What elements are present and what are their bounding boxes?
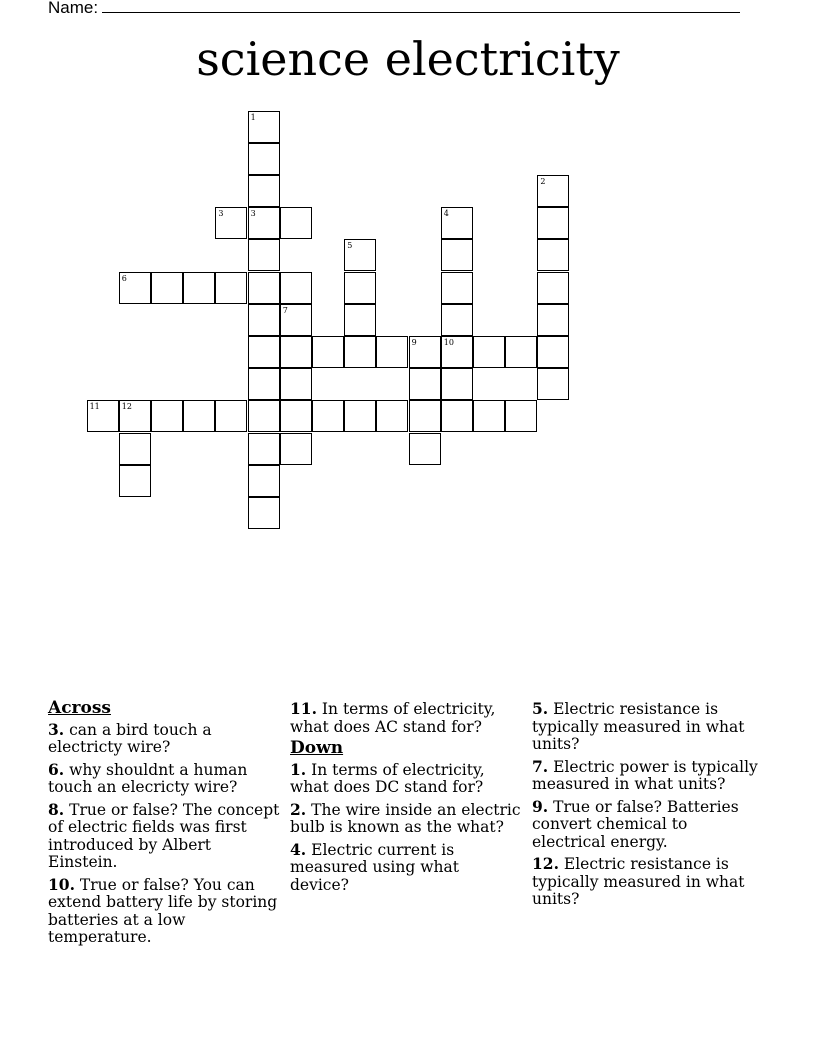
crossword-cell[interactable] bbox=[280, 304, 312, 336]
crossword-cell[interactable] bbox=[183, 272, 215, 304]
cell-clue-number: 3 bbox=[218, 209, 224, 219]
crossword-cell[interactable] bbox=[248, 497, 280, 529]
cell-clue-number: 7 bbox=[282, 305, 288, 315]
crossword-cell[interactable] bbox=[280, 207, 312, 239]
crossword-cell[interactable] bbox=[248, 175, 280, 207]
crossword-cell[interactable] bbox=[215, 400, 247, 432]
crossword-cell[interactable] bbox=[537, 304, 569, 336]
crossword-cell[interactable] bbox=[248, 239, 280, 271]
crossword-cell[interactable] bbox=[87, 400, 119, 432]
clue-text: Electric current is measured using what device? bbox=[290, 840, 459, 894]
clues-column-1 bbox=[48, 700, 280, 951]
clue-number: 9. bbox=[532, 796, 549, 816]
cell-clue-number: 10 bbox=[443, 338, 454, 347]
crossword-cell[interactable] bbox=[473, 336, 505, 368]
crossword-cell[interactable] bbox=[280, 368, 312, 400]
clue-number: 2. bbox=[290, 799, 307, 819]
crossword-cell[interactable] bbox=[215, 207, 247, 239]
crossword-cell[interactable] bbox=[280, 272, 312, 304]
clue-text: Electric resistance is typically measured in what units? bbox=[532, 855, 745, 908]
clue-text: True or false? You can extend battery life by storing batteries at a low temperature. bbox=[48, 875, 278, 946]
cell-clue-number: 11 bbox=[89, 402, 100, 412]
crossword-cell[interactable] bbox=[248, 336, 280, 368]
crossword-cell[interactable] bbox=[441, 400, 473, 432]
crossword-cell[interactable] bbox=[344, 336, 376, 368]
clue-text: Electric resistance is typically measured in what units? bbox=[532, 700, 745, 753]
crossword-cell[interactable] bbox=[441, 368, 473, 400]
clue-down-9 bbox=[532, 798, 764, 852]
crossword-cell[interactable] bbox=[248, 368, 280, 400]
clue-text: Electric power is typically measured in what units? bbox=[532, 757, 758, 793]
clue-down-4 bbox=[290, 841, 522, 895]
crossword-cell[interactable] bbox=[248, 207, 280, 239]
crossword-cell[interactable] bbox=[505, 336, 537, 368]
cell-clue-number: 5 bbox=[347, 241, 353, 251]
crossword-cell[interactable] bbox=[376, 400, 408, 432]
crossword-cell[interactable] bbox=[537, 175, 569, 207]
clue-text: True or false? Batteries convert chemical to electrical energy. bbox=[532, 797, 739, 851]
clue-text: In terms of electricity, what does AC stand for? bbox=[290, 700, 496, 736]
crossword-cell[interactable] bbox=[215, 272, 247, 304]
crossword-cell[interactable] bbox=[344, 400, 376, 432]
puzzle-title: science electricity bbox=[196, 32, 620, 86]
crossword-cell[interactable] bbox=[248, 304, 280, 336]
crossword-cell[interactable] bbox=[441, 304, 473, 336]
crossword-cell[interactable] bbox=[537, 239, 569, 271]
crossword-cell[interactable] bbox=[119, 465, 151, 497]
crossword-cell[interactable] bbox=[248, 400, 280, 432]
cell-clue-number: 12 bbox=[121, 402, 132, 412]
crossword-cell[interactable] bbox=[344, 239, 376, 271]
clue-number: 12. bbox=[532, 854, 559, 873]
crossword-cell[interactable] bbox=[280, 336, 312, 368]
crossword-cell[interactable] bbox=[473, 400, 505, 432]
crossword-cell[interactable] bbox=[409, 433, 441, 465]
cell-clue-number: 2 bbox=[540, 177, 546, 186]
crossword-cell[interactable] bbox=[441, 239, 473, 271]
crossword-cell[interactable] bbox=[183, 400, 215, 432]
crossword-cell[interactable] bbox=[441, 336, 473, 368]
crossword-cell[interactable] bbox=[537, 368, 569, 400]
cell-clue-number: 9 bbox=[411, 338, 417, 347]
crossword-cell[interactable] bbox=[248, 433, 280, 465]
crossword-cell[interactable] bbox=[248, 111, 280, 143]
crossword-cell[interactable] bbox=[409, 336, 441, 368]
clues-column-2 bbox=[290, 700, 522, 898]
clue-down-1 bbox=[290, 761, 522, 797]
crossword-cell[interactable] bbox=[280, 400, 312, 432]
clue-text: can a bird touch a electricty wire? bbox=[48, 720, 212, 756]
crossword-cell[interactable] bbox=[151, 272, 183, 304]
crossword-cell[interactable] bbox=[505, 400, 537, 432]
clue-number: 8. bbox=[48, 799, 65, 819]
clue-down-12 bbox=[532, 855, 764, 909]
clue-number: 10. bbox=[48, 874, 75, 894]
crossword-cell[interactable] bbox=[312, 336, 344, 368]
across-heading: Across bbox=[48, 698, 111, 718]
clue-across-10 bbox=[48, 876, 280, 947]
crossword-cell[interactable] bbox=[344, 272, 376, 304]
crossword-cell[interactable] bbox=[280, 433, 312, 465]
clue-text: The wire inside an electric bulb is known as the what? bbox=[290, 800, 521, 836]
crossword-cell[interactable] bbox=[248, 465, 280, 497]
clue-number: 3. bbox=[48, 719, 65, 739]
crossword-cell[interactable] bbox=[248, 143, 280, 175]
crossword-cell[interactable] bbox=[537, 207, 569, 239]
clue-across-3 bbox=[48, 721, 280, 757]
cell-clue-number: 1 bbox=[250, 112, 256, 122]
name-label: Name: bbox=[48, 0, 99, 17]
cell-clue-number: 3 bbox=[250, 209, 256, 219]
clue-text: True or false? The concept of electric fields was first introduced by Albert Einstein. bbox=[48, 800, 280, 871]
clue-number: 4. bbox=[290, 839, 307, 859]
clues-column-3 bbox=[532, 700, 764, 913]
crossword-cell[interactable] bbox=[119, 272, 151, 304]
clue-down-5 bbox=[532, 700, 764, 754]
clue-text: In terms of electricity, what does DC stand for? bbox=[290, 760, 485, 796]
cell-clue-number: 4 bbox=[443, 209, 449, 219]
crossword-cell[interactable] bbox=[409, 400, 441, 432]
crossword-cell[interactable] bbox=[409, 368, 441, 400]
clue-number: 11. bbox=[290, 699, 317, 718]
crossword-cell[interactable] bbox=[441, 272, 473, 304]
clue-across-8 bbox=[48, 801, 280, 872]
clue-number: 6. bbox=[48, 759, 65, 779]
crossword-cell[interactable] bbox=[119, 400, 151, 432]
clues-section bbox=[48, 700, 768, 1000]
crossword-cell[interactable] bbox=[537, 272, 569, 304]
clue-across-6 bbox=[48, 761, 280, 797]
clue-text: why shouldnt a human touch an elecricty wire? bbox=[48, 760, 248, 796]
clue-number: 1. bbox=[290, 759, 307, 779]
clue-down-7 bbox=[532, 758, 764, 794]
clue-across-11 bbox=[290, 700, 522, 736]
crossword-cell[interactable] bbox=[151, 400, 183, 432]
crossword-cell[interactable] bbox=[537, 336, 569, 368]
cell-clue-number: 6 bbox=[121, 273, 127, 283]
crossword-cell[interactable] bbox=[248, 272, 280, 304]
crossword-cell[interactable] bbox=[376, 336, 408, 368]
crossword-cell[interactable] bbox=[441, 207, 473, 239]
clue-number: 7. bbox=[532, 756, 549, 776]
crossword-cell[interactable] bbox=[312, 400, 344, 432]
clue-number: 5. bbox=[532, 699, 549, 718]
down-heading: Down bbox=[290, 738, 344, 758]
clue-down-2 bbox=[290, 801, 522, 837]
crossword-cell[interactable] bbox=[119, 433, 151, 465]
crossword-cell[interactable] bbox=[344, 304, 376, 336]
